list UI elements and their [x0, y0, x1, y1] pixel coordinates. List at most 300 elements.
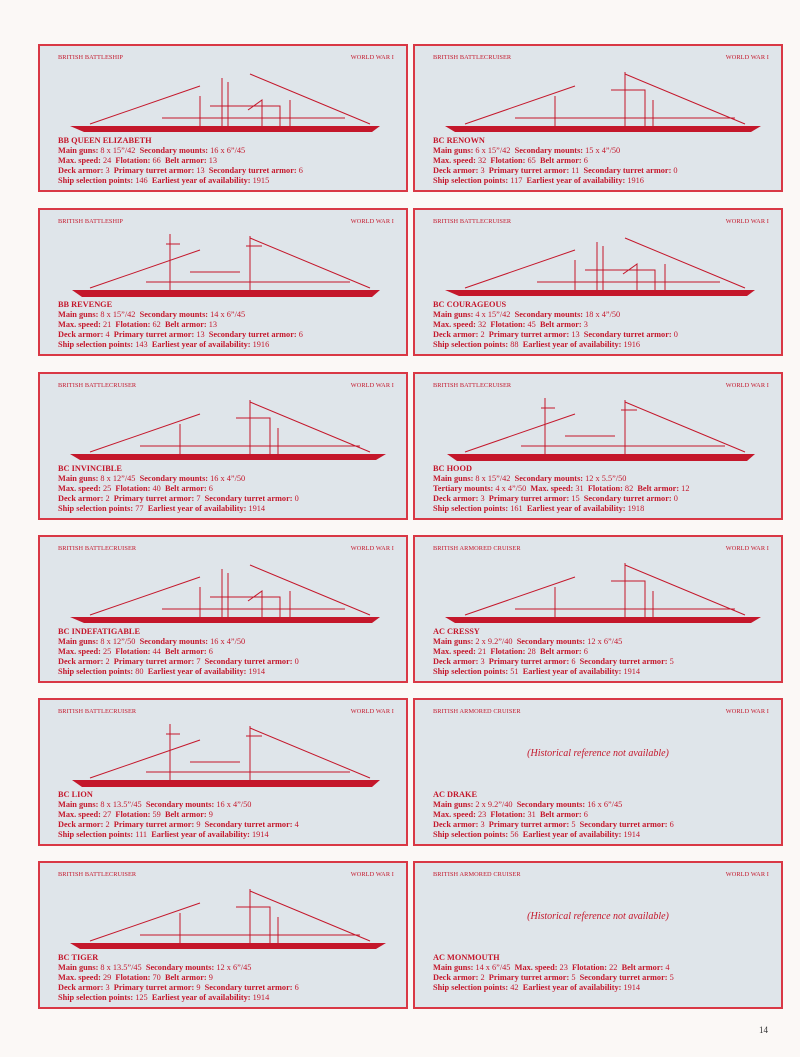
- stat-line: [433, 504, 775, 514]
- stat-value: 80: [133, 667, 144, 676]
- stat-label: Belt armor:: [539, 320, 582, 329]
- stat-label: Earliest year of availability:: [151, 176, 251, 185]
- stat-label: Primary turret armor:: [488, 973, 570, 982]
- stat-label: Ship selection points:: [433, 830, 509, 839]
- stat-label: Deck armor:: [58, 494, 104, 503]
- ship-category: BRITISH BATTLESHIP: [58, 54, 123, 61]
- stat-value: 65: [525, 156, 536, 165]
- stat-value: 16 x 6”/45: [208, 146, 246, 155]
- stat-label: Secondary turret armor:: [208, 166, 297, 175]
- stat-value: 31: [573, 484, 584, 493]
- stat-value: 9: [206, 973, 213, 982]
- stat-label: Primary turret armor:: [488, 166, 570, 175]
- ship-stats: [58, 627, 400, 677]
- stat-line: [58, 474, 400, 484]
- stat-line: [433, 166, 775, 176]
- stat-label: Belt armor:: [164, 484, 207, 493]
- stat-label: Deck armor:: [433, 494, 479, 503]
- stat-value: 28: [525, 647, 536, 656]
- ship-stats: [58, 790, 400, 840]
- stat-label: Main guns:: [58, 310, 99, 319]
- stat-line: [433, 820, 775, 830]
- stat-line: [58, 973, 400, 983]
- ship-card: [38, 208, 408, 356]
- ship-name: BB REVENGE: [58, 300, 113, 309]
- stat-label: Secondary mounts:: [516, 800, 586, 809]
- ship-stats: [58, 300, 400, 350]
- stat-label: Primary turret armor:: [113, 166, 195, 175]
- stat-label: Secondary mounts:: [139, 637, 209, 646]
- stat-label: Belt armor:: [164, 320, 207, 329]
- stat-label: Main guns:: [433, 310, 474, 319]
- stat-label: Ship selection points:: [58, 993, 134, 1002]
- stat-label: Earliest year of availability:: [526, 176, 626, 185]
- stat-line: [433, 667, 775, 677]
- stat-value: 1915: [250, 176, 270, 185]
- ship-card: [413, 698, 783, 846]
- stat-line: [58, 800, 400, 810]
- stat-value: 31: [525, 810, 536, 819]
- ship-stats: [58, 136, 400, 186]
- stat-value: 23: [475, 810, 487, 819]
- stat-value: 3: [103, 166, 110, 175]
- stat-value: 29: [100, 973, 112, 982]
- stat-value: 4: [663, 963, 670, 972]
- stat-label: Max. speed:: [58, 810, 101, 819]
- stat-value: 13: [206, 156, 218, 165]
- ship-category: BRITISH BATTLECRUISER: [433, 54, 512, 61]
- stat-value: 15 x 4”/50: [583, 146, 621, 155]
- stat-value: 6: [296, 330, 303, 339]
- stat-value: 6: [292, 983, 299, 992]
- ship-era: WORLD WAR I: [725, 218, 769, 225]
- ship-silhouette: [50, 224, 396, 300]
- stat-value: 5: [569, 820, 576, 829]
- stat-value: 4 x 15”/42: [473, 310, 511, 319]
- stat-label: Primary turret armor:: [113, 983, 195, 992]
- stat-label: Max. speed:: [433, 320, 476, 329]
- stat-value: 1916: [625, 176, 644, 185]
- stat-line: [58, 983, 400, 993]
- stat-value: 6: [206, 484, 213, 493]
- stat-label: Flotation:: [490, 810, 526, 819]
- stat-label: Secondary turret armor:: [579, 657, 668, 666]
- ship-era: WORLD WAR I: [350, 708, 394, 715]
- stat-value: 1914: [246, 504, 266, 513]
- stat-line: [58, 340, 400, 350]
- stat-label: Max. speed:: [433, 810, 476, 819]
- stat-value: 51: [508, 667, 519, 676]
- stat-value: 5: [569, 973, 576, 982]
- stat-value: 45: [525, 320, 536, 329]
- stat-value: 9: [194, 820, 201, 829]
- stat-value: 0: [292, 657, 299, 666]
- ship-stats: [433, 136, 775, 186]
- stat-line: [433, 973, 775, 983]
- stat-label: Main guns:: [433, 474, 474, 483]
- stat-value: 4: [103, 330, 110, 339]
- stat-value: 25: [100, 484, 112, 493]
- stat-value: 3: [478, 820, 485, 829]
- stat-label: Earliest year of availability:: [151, 340, 251, 349]
- stat-value: 1914: [621, 667, 641, 676]
- ship-silhouette: [425, 551, 771, 627]
- stat-value: 13: [194, 330, 205, 339]
- stat-label: Max. speed:: [58, 973, 101, 982]
- ship-era: WORLD WAR I: [725, 871, 769, 878]
- ship-era: WORLD WAR I: [350, 382, 394, 389]
- stat-label: Primary turret armor:: [488, 657, 570, 666]
- ship-category: BRITISH BATTLECRUISER: [58, 871, 137, 878]
- stat-value: 8 x 12”/45: [98, 474, 136, 483]
- ship-era: WORLD WAR I: [350, 545, 394, 552]
- stat-label: Primary turret armor:: [113, 657, 195, 666]
- stat-value: 4: [292, 820, 299, 829]
- stat-label: Ship selection points:: [433, 340, 509, 349]
- stat-label: Secondary turret armor:: [583, 330, 672, 339]
- stat-value: 1918: [625, 504, 645, 513]
- stat-value: 3: [478, 494, 485, 503]
- ship-name: AC DRAKE: [433, 790, 478, 799]
- stat-label: Secondary turret armor:: [579, 820, 668, 829]
- ship-card: [413, 535, 783, 683]
- stat-label: Secondary turret armor:: [583, 494, 672, 503]
- ship-name: AC MONMOUTH: [433, 953, 500, 962]
- ship-card: [38, 698, 408, 846]
- stat-label: Earliest year of availability:: [151, 993, 251, 1002]
- ship-category: BRITISH BATTLECRUISER: [58, 382, 137, 389]
- ship-card: [413, 372, 783, 520]
- stat-value: 2 x 9.2”/40: [473, 637, 513, 646]
- stat-value: 25: [100, 647, 112, 656]
- stat-line: [433, 484, 775, 494]
- stat-value: 1914: [249, 830, 269, 839]
- stat-label: Secondary turret armor:: [204, 657, 293, 666]
- stat-label: Deck armor:: [58, 166, 104, 175]
- stat-value: 24: [100, 156, 112, 165]
- stat-line: [433, 474, 775, 484]
- stat-label: Earliest year of availability:: [147, 504, 247, 513]
- stat-line: [433, 310, 775, 320]
- no-reference-note: (Historical reference not available): [527, 911, 669, 922]
- stat-label: Flotation:: [115, 484, 151, 493]
- ship-era: WORLD WAR I: [350, 54, 394, 61]
- stat-value: 18 x 4”/50: [583, 310, 621, 319]
- stat-label: Primary turret armor:: [488, 330, 570, 339]
- stat-label: Ship selection points:: [58, 830, 134, 839]
- stat-value: 8 x 13.5”/45: [98, 963, 142, 972]
- ship-era: WORLD WAR I: [350, 871, 394, 878]
- ship-card: [413, 44, 783, 192]
- stat-label: Ship selection points:: [433, 983, 509, 992]
- stat-label: Ship selection points:: [433, 667, 509, 676]
- stat-label: Secondary turret armor:: [204, 494, 293, 503]
- stat-value: 1914: [250, 993, 270, 1002]
- stat-label: Primary turret armor:: [113, 330, 195, 339]
- stat-label: Max. speed:: [514, 963, 558, 972]
- stat-value: 161: [508, 504, 523, 513]
- stat-value: 6: [296, 166, 303, 175]
- stat-value: 2: [103, 657, 110, 666]
- ship-category: BRITISH BATTLECRUISER: [58, 545, 137, 552]
- stat-value: 32: [475, 156, 487, 165]
- ship-card: [413, 208, 783, 356]
- stat-value: 2 x 9.2”/40: [473, 800, 513, 809]
- stat-line: [58, 504, 400, 514]
- ship-era: WORLD WAR I: [725, 54, 769, 61]
- ship-category: BRITISH ARMORED CRUISER: [433, 708, 521, 715]
- stat-value: 0: [671, 166, 678, 175]
- stat-line: [58, 494, 400, 504]
- stat-label: Flotation:: [490, 320, 526, 329]
- stat-line: [58, 993, 400, 1003]
- stat-value: 13: [194, 166, 205, 175]
- stat-label: Secondary turret armor:: [579, 973, 668, 982]
- stat-label: Tertiary mounts:: [433, 484, 494, 493]
- stat-value: 6: [569, 657, 576, 666]
- stat-value: 9: [194, 983, 201, 992]
- stat-label: Belt armor:: [164, 647, 207, 656]
- ship-category: BRITISH ARMORED CRUISER: [433, 545, 521, 552]
- stat-label: Main guns:: [433, 963, 474, 972]
- stat-label: Belt armor:: [539, 156, 582, 165]
- stat-value: 22: [607, 963, 618, 972]
- stat-label: Secondary mounts:: [145, 963, 215, 972]
- ship-name: BC TIGER: [58, 953, 99, 962]
- stat-line: [433, 156, 775, 166]
- stat-value: 1914: [621, 830, 641, 839]
- ship-card: [38, 861, 408, 1009]
- stat-line: [58, 647, 400, 657]
- stat-label: Max. speed:: [58, 484, 101, 493]
- stat-value: 111: [133, 830, 148, 839]
- stat-label: Main guns:: [58, 637, 99, 646]
- stat-value: 59: [150, 810, 161, 819]
- stat-line: [433, 963, 775, 973]
- stat-value: 9: [206, 810, 213, 819]
- ship-category: BRITISH BATTLECRUISER: [58, 708, 137, 715]
- stat-value: 6: [667, 820, 674, 829]
- stat-line: [58, 667, 400, 677]
- stat-label: Earliest year of availability:: [147, 667, 247, 676]
- ship-name: BC COURAGEOUS: [433, 300, 507, 309]
- stat-value: 125: [133, 993, 148, 1002]
- stat-value: 27: [100, 810, 112, 819]
- stat-line: [58, 657, 400, 667]
- ship-era: WORLD WAR I: [725, 708, 769, 715]
- ship-category: BRITISH ARMORED CRUISER: [433, 871, 521, 878]
- ship-silhouette: [50, 388, 396, 464]
- stat-value: 1914: [246, 667, 266, 676]
- stat-value: 12 x 6”/45: [585, 637, 623, 646]
- stat-value: 1916: [621, 340, 641, 349]
- stat-label: Secondary turret armor:: [583, 166, 672, 175]
- stat-value: 13: [569, 330, 580, 339]
- stat-value: 6: [581, 810, 588, 819]
- stat-value: 6: [581, 156, 588, 165]
- stat-label: Earliest year of availability:: [522, 983, 622, 992]
- stat-value: 23: [557, 963, 568, 972]
- stat-value: 2: [103, 494, 110, 503]
- ship-stats: [58, 464, 400, 514]
- stat-value: 8 x 15”/42: [98, 146, 136, 155]
- stat-line: [433, 330, 775, 340]
- stat-value: 6: [206, 647, 213, 656]
- stat-value: 15: [569, 494, 580, 503]
- stat-line: [58, 830, 400, 840]
- stat-label: Belt armor:: [164, 973, 207, 982]
- stat-value: 8 x 13.5”/45: [98, 800, 142, 809]
- stat-label: Flotation:: [490, 647, 526, 656]
- ship-name: BC HOOD: [433, 464, 472, 473]
- stat-label: Max. speed:: [58, 320, 101, 329]
- stat-label: Secondary mounts:: [139, 146, 209, 155]
- stat-label: Ship selection points:: [58, 667, 134, 676]
- stat-label: Secondary mounts:: [145, 800, 215, 809]
- ship-card: [38, 372, 408, 520]
- stat-line: [58, 176, 400, 186]
- page-number: 14: [759, 1025, 768, 1035]
- stat-value: 3: [478, 166, 485, 175]
- stat-label: Earliest year of availability:: [526, 504, 626, 513]
- stat-label: Deck armor:: [433, 330, 479, 339]
- stat-value: 1916: [250, 340, 270, 349]
- stat-label: Deck armor:: [433, 973, 479, 982]
- ship-card: [38, 44, 408, 192]
- stat-value: 14 x 6”/45: [473, 963, 511, 972]
- stat-value: 56: [508, 830, 519, 839]
- stat-label: Belt armor:: [539, 647, 582, 656]
- stat-value: 88: [508, 340, 519, 349]
- stat-line: [58, 146, 400, 156]
- stat-label: Primary turret armor:: [488, 494, 570, 503]
- stat-value: 4 x 4”/50: [493, 484, 527, 493]
- stat-value: 62: [150, 320, 161, 329]
- stat-value: 32: [475, 320, 487, 329]
- stat-label: Max. speed:: [433, 156, 476, 165]
- ship-card: [413, 861, 783, 1009]
- stat-line: [58, 166, 400, 176]
- stat-line: [433, 146, 775, 156]
- stat-label: Max. speed:: [58, 156, 101, 165]
- stat-line: [58, 810, 400, 820]
- stat-label: Secondary mounts:: [514, 310, 584, 319]
- stat-label: Deck armor:: [58, 820, 104, 829]
- stat-value: 16 x 6”/45: [585, 800, 623, 809]
- stat-label: Flotation:: [115, 156, 151, 165]
- stat-value: 21: [475, 647, 487, 656]
- stat-label: Secondary turret armor:: [204, 983, 293, 992]
- stat-label: Ship selection points:: [58, 504, 134, 513]
- stat-value: 0: [671, 494, 678, 503]
- ship-stats: [433, 464, 775, 514]
- stat-label: Earliest year of availability:: [151, 830, 250, 839]
- ship-category: BRITISH BATTLECRUISER: [433, 218, 512, 225]
- stat-label: Flotation:: [587, 484, 623, 493]
- ship-name: BB QUEEN ELIZABETH: [58, 136, 152, 145]
- stat-line: [433, 637, 775, 647]
- stat-label: Secondary mounts:: [514, 146, 584, 155]
- stat-value: 16 x 4”/50: [214, 800, 252, 809]
- stat-label: Belt armor:: [539, 810, 582, 819]
- stat-value: 5: [667, 973, 674, 982]
- stat-line: [58, 330, 400, 340]
- stat-value: 2: [478, 973, 485, 982]
- stat-value: 3: [581, 320, 588, 329]
- ship-silhouette: [50, 714, 396, 790]
- stat-value: 77: [133, 504, 144, 513]
- stat-line: [58, 820, 400, 830]
- stat-value: 66: [150, 156, 161, 165]
- stat-line: [433, 810, 775, 820]
- stat-label: Primary turret armor:: [113, 494, 195, 503]
- stat-line: [433, 983, 775, 993]
- stat-label: Deck armor:: [433, 166, 479, 175]
- stat-line: [433, 830, 775, 840]
- stat-label: Main guns:: [433, 146, 474, 155]
- stat-label: Main guns:: [58, 963, 99, 972]
- stat-label: Secondary mounts:: [139, 310, 209, 319]
- stat-value: 8 x 15”/42: [98, 310, 136, 319]
- ship-name: BC LION: [58, 790, 93, 799]
- stat-label: Flotation:: [115, 810, 151, 819]
- stat-label: Main guns:: [58, 800, 99, 809]
- stat-label: Ship selection points:: [58, 340, 134, 349]
- ship-card: [38, 535, 408, 683]
- stat-value: 8 x 15”/42: [473, 474, 511, 483]
- ship-name: BC RENOWN: [433, 136, 485, 145]
- stat-value: 7: [194, 494, 201, 503]
- ship-silhouette: [50, 551, 396, 627]
- stat-value: 5: [667, 657, 674, 666]
- ship-stats: [58, 953, 400, 1003]
- ship-name: BC INVINCIBLE: [58, 464, 122, 473]
- ship-name: AC CRESSY: [433, 627, 480, 636]
- stat-value: 143: [133, 340, 148, 349]
- stat-label: Deck armor:: [433, 657, 479, 666]
- stat-value: 16 x 4”/50: [208, 474, 246, 483]
- stat-value: 6: [581, 647, 588, 656]
- ship-stats: [433, 300, 775, 350]
- stat-line: [433, 176, 775, 186]
- stat-label: Main guns:: [58, 146, 99, 155]
- stat-value: 44: [150, 647, 161, 656]
- stat-line: [433, 340, 775, 350]
- stat-label: Earliest year of availability:: [522, 667, 622, 676]
- stat-label: Secondary turret armor:: [208, 330, 297, 339]
- stat-label: Secondary turret armor:: [204, 820, 293, 829]
- stat-line: [433, 494, 775, 504]
- stat-label: Ship selection points:: [433, 176, 509, 185]
- stat-value: 14 x 6”/45: [208, 310, 246, 319]
- stat-value: 2: [478, 330, 485, 339]
- stat-value: 3: [103, 983, 110, 992]
- ship-stats: [433, 627, 775, 677]
- stat-label: Primary turret armor:: [113, 820, 195, 829]
- stat-line: [433, 800, 775, 810]
- stat-value: 12: [679, 484, 690, 493]
- stat-value: 2: [103, 820, 110, 829]
- stat-label: Flotation:: [490, 156, 526, 165]
- stat-label: Deck armor:: [58, 983, 104, 992]
- stat-label: Secondary mounts:: [139, 474, 209, 483]
- stat-value: 70: [150, 973, 161, 982]
- stat-value: 117: [508, 176, 523, 185]
- stat-label: Primary turret armor:: [488, 820, 570, 829]
- stat-line: [58, 963, 400, 973]
- ship-category: BRITISH BATTLESHIP: [58, 218, 123, 225]
- ship-era: WORLD WAR I: [725, 545, 769, 552]
